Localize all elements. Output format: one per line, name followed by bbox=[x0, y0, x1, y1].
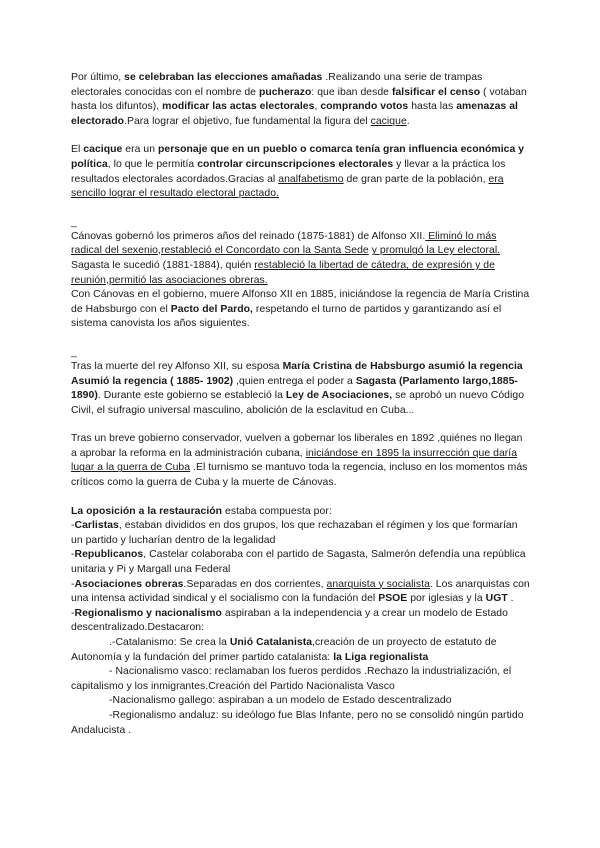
underlined-text: era sencillo lograr el resultado electoral pactado. bbox=[71, 173, 504, 200]
text: hasta las bbox=[408, 101, 457, 113]
text: y llevar a la práctica los resultados electorales acordados.Gracias al bbox=[71, 158, 506, 185]
text: : que iban desde bbox=[311, 86, 392, 98]
bold-text: Regionalismo y nacionalismo bbox=[74, 607, 222, 619]
text: Con Cánovas en el gobierno, muere Alfonso XII en 1885, iniciándose la regencia de María Cristina de Habsburgo con el bbox=[71, 289, 530, 315]
bold-text: controlar circunscripciones electorales bbox=[197, 158, 394, 170]
text: , bbox=[106, 274, 109, 286]
bold-text: comprando votos bbox=[320, 101, 409, 113]
text: Tras un breve gobierno conservador, vuelven a gobernar los liberales en 1892 ,quiénes no llegan a aprobar la reforma en la administración cubana, bbox=[71, 433, 523, 459]
paragraph-pacto-pardo bbox=[71, 288, 530, 332]
text: - bbox=[71, 607, 75, 619]
sublist-item-regionalismo-andaluz bbox=[71, 709, 530, 738]
list-item-republicanos bbox=[71, 548, 530, 577]
text: - bbox=[71, 578, 75, 590]
bold-text: Unió Catalanista bbox=[229, 637, 313, 648]
text: .El turnismo se mantuvo toda la regencia, incluso en los momentos más críticos como la guerra de Cuba y la muerte de Cánovas. bbox=[71, 462, 528, 489]
text: , lo que le permitía bbox=[107, 158, 198, 170]
text: - bbox=[71, 520, 75, 532]
underlined-text: iniciándose en 1895 la insurrección que daría lugar a la guerra de Cuba bbox=[71, 447, 518, 474]
bold-text: falsificar el censo bbox=[391, 86, 481, 98]
underlined-text: anarquista y socialista bbox=[326, 578, 430, 590]
bold-text: Republicanos bbox=[74, 549, 144, 561]
underlined-text: y promulgó la Ley electoral. bbox=[371, 245, 501, 257]
text: . bbox=[507, 593, 514, 605]
bold-text: María Cristina de Habsburgo asumió la regencia Asumió la regencia ( 1885- 1902) bbox=[71, 360, 523, 387]
paragraph-canovas bbox=[71, 230, 530, 288]
underlined-text: restableció el Concordato con la Santa Sede bbox=[160, 245, 369, 257]
bold-text: Ley de Asociaciones, bbox=[285, 390, 393, 402]
bold-text: UGT bbox=[485, 593, 508, 605]
bold-text: Pacto del Pardo, bbox=[170, 303, 253, 315]
bold-text: Carlistas bbox=[74, 520, 119, 532]
text: - Nacionalismo vasco: reclamaban los fueros perdidos .Rechazo la industrialización, el capitalismo y los inmigrantes.Creación del Partido Nacionalista Vasco bbox=[71, 666, 512, 692]
text: era un bbox=[122, 144, 158, 156]
bold-text: pucherazo bbox=[258, 86, 312, 98]
text: de gran parte de la población, bbox=[343, 173, 489, 185]
sublist-item-nacionalismo-vasco bbox=[71, 665, 530, 694]
list-item-regionalismo bbox=[71, 607, 530, 636]
underlined-text: permitió las asociaciones obreras. bbox=[108, 274, 268, 286]
text: . Los anarquistas con una intensa actividad sindical y el socialismo con la fundación del bbox=[71, 578, 530, 605]
text: ,quien entrega el poder a bbox=[233, 375, 356, 387]
bold-text: personaje que en un pueblo o comarca tenía gran influencia económica y política bbox=[71, 144, 525, 170]
text: , bbox=[158, 245, 161, 257]
separator-dash: _ bbox=[71, 346, 77, 358]
paragraph-elecciones bbox=[71, 71, 530, 129]
text: , bbox=[314, 101, 321, 113]
sublist-item-nacionalismo-gallego bbox=[71, 694, 530, 709]
sublist-item-catalanismo bbox=[71, 636, 530, 665]
text: . Durante este gobierno se estableció la bbox=[97, 390, 286, 402]
text: -Nacionalismo gallego: aspiraban a un modelo de Estado descentralizado bbox=[109, 695, 452, 707]
text: El bbox=[71, 144, 84, 156]
list-item-asociaciones-obreras bbox=[71, 578, 530, 607]
underlined-text: cacique bbox=[370, 115, 407, 127]
bold-text: modificar las actas electorales bbox=[162, 101, 315, 113]
text: estaba compuesta por: bbox=[222, 505, 332, 517]
separator-dash: _ bbox=[71, 216, 77, 228]
text: aspiraban a la independencia y a crear un modelo de Estado descentralizado.Destacaron: bbox=[71, 607, 508, 634]
underlined-text: Eliminó lo más radical del sexenio bbox=[71, 230, 497, 257]
text: se aprobó un nuevo Código Civil, el sufragio universal masculino, abolición de la esclavitud en Cuba... bbox=[71, 390, 525, 416]
text: Cánovas gobernó los primeros años del reinado (1875-1881) de Alfonso XII. bbox=[71, 230, 426, 242]
text: .-Catalanismo: Se crea la bbox=[109, 637, 230, 648]
text: ,creación de un proyecto de estatuto de Autonomía y la fundación del primer partido catalanista: bbox=[71, 637, 497, 663]
list-item-carlistas bbox=[71, 519, 530, 548]
bold-text: Sagasta (Parlamento largo,1885- 1890) bbox=[71, 375, 518, 402]
bold-text: la Liga regionalista bbox=[333, 651, 429, 663]
text: - bbox=[71, 549, 75, 561]
paragraph-cacique bbox=[71, 143, 530, 201]
text: Por último, bbox=[71, 72, 125, 83]
bold-text: cacique bbox=[83, 144, 123, 156]
text: Tras la muerte del rey Alfonso XII, su esposa bbox=[71, 360, 283, 372]
bold-text: Asociaciones obreras bbox=[74, 578, 184, 590]
bold-text: se celebraban las elecciones amañadas bbox=[124, 72, 323, 83]
text: respetando el turno de partidos y garantizando así el sistema canovista los años siguientes. bbox=[71, 303, 502, 330]
bold-text: amenazas al electorado bbox=[71, 101, 518, 127]
text: Sagasta le sucedió (1881-1884), quién bbox=[71, 259, 255, 271]
text: .Realizando una serie de trampas electorales conocidas con el nombre de bbox=[71, 72, 483, 98]
text: -Regionalismo andaluz: su ideólogo fue Blas Infante, pero no se consolidó ningún partido Andalucista . bbox=[71, 709, 524, 736]
text: . bbox=[406, 115, 410, 127]
paragraph-cuba bbox=[71, 432, 530, 490]
heading-oposicion bbox=[71, 505, 530, 520]
text: ( votaban hasta los difuntos), bbox=[71, 86, 527, 113]
text: .Para lograr el objetivo, fue fundamental la figura del bbox=[124, 115, 371, 127]
text: por iglesias y la bbox=[407, 593, 486, 605]
text: , estaban divididos en dos grupos, los que rechazaban el régimen y los que formarían un partido y lucharían dentro de la legalidad bbox=[71, 520, 518, 546]
paragraph-regencia bbox=[71, 360, 530, 418]
text: , Castelar colaboraba con el partido de Sagasta, Salmerón defendía una república unitaria y Pi y Margall una Federal bbox=[71, 549, 526, 576]
underlined-text: analfabetismo bbox=[278, 173, 344, 185]
bold-text: PSOE bbox=[378, 593, 408, 605]
underlined-text: restableció la libertad de cátedra, de expresión y de reunión bbox=[71, 259, 495, 286]
text: .Separadas en dos corrientes, bbox=[183, 578, 327, 590]
bold-text: La oposición a la restauración bbox=[71, 505, 223, 517]
